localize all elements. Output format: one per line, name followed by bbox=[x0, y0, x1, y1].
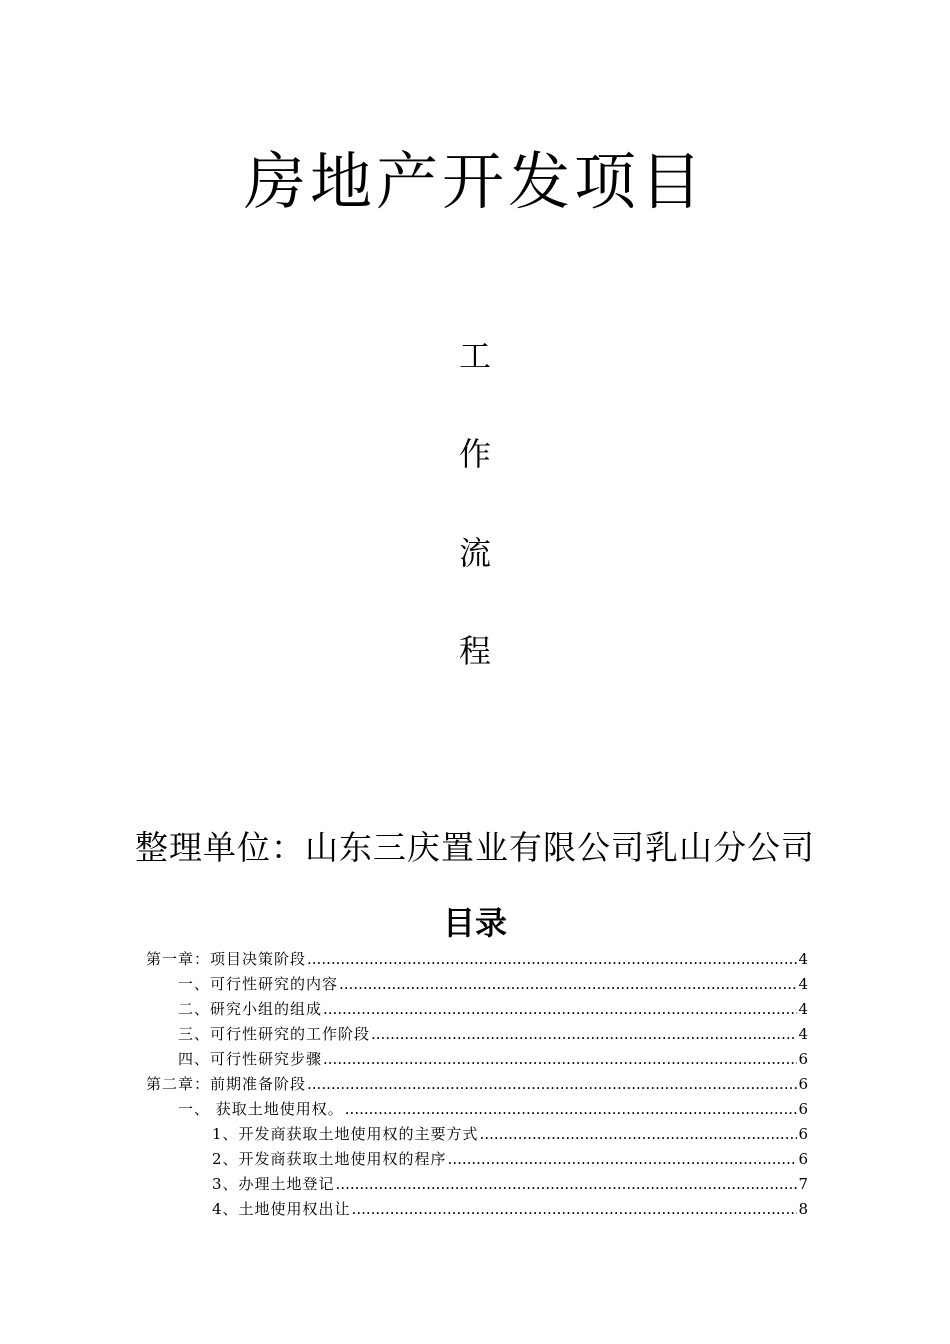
toc-entry-text: 一、可行性研究的内容 bbox=[178, 975, 339, 993]
toc-entry[interactable] bbox=[0, 972, 950, 997]
toc-entry-text: 一、 获取土地使用权。 bbox=[178, 1100, 344, 1118]
toc-page-number: 6 bbox=[798, 1050, 808, 1068]
toc-entry[interactable] bbox=[0, 1122, 950, 1147]
toc-page-number: 6 bbox=[798, 1075, 808, 1093]
toc-entry[interactable] bbox=[0, 1147, 950, 1172]
toc-dot-leader bbox=[336, 1172, 798, 1197]
toc-dot-leader bbox=[323, 997, 797, 1022]
toc-page-number: 6 bbox=[798, 1125, 808, 1143]
toc-page-number: 4 bbox=[798, 1025, 808, 1043]
toc-dot-leader bbox=[339, 972, 797, 997]
toc-page-number: 6 bbox=[798, 1100, 808, 1118]
toc-page-number: 4 bbox=[798, 950, 808, 968]
toc-entry-text: 2、开发商获取土地使用权的程序 bbox=[212, 1150, 447, 1168]
toc-dot-leader bbox=[448, 1147, 798, 1172]
toc-entry-text: 3、办理土地登记 bbox=[212, 1175, 335, 1193]
toc-entry-text: 1、开发商获取土地使用权的主要方式 bbox=[212, 1125, 479, 1143]
vertical-title-char: 流 bbox=[458, 534, 491, 572]
toc-entry[interactable] bbox=[0, 1197, 950, 1222]
toc-dot-leader bbox=[345, 1097, 798, 1122]
toc-page-number: 8 bbox=[798, 1200, 808, 1218]
toc-entry[interactable] bbox=[0, 997, 950, 1022]
toc-entry[interactable] bbox=[0, 1047, 950, 1072]
toc-page-number: 7 bbox=[798, 1175, 808, 1193]
toc-entry[interactable] bbox=[0, 1097, 950, 1122]
toc-page-number: 6 bbox=[798, 1150, 808, 1168]
table-of-contents bbox=[0, 947, 950, 1222]
toc-entry[interactable] bbox=[0, 1072, 950, 1097]
toc-page-number: 4 bbox=[798, 975, 808, 993]
toc-entry-text: 4、土地使用权出让 bbox=[212, 1200, 351, 1218]
vertical-title-char: 工 bbox=[458, 337, 491, 375]
toc-dot-leader bbox=[480, 1122, 798, 1147]
organization-line: 整理单位：山东三庆置业有限公司乳山分公司 bbox=[135, 828, 815, 867]
document-title: 房地产开发项目 bbox=[243, 145, 706, 218]
toc-entry-text: 第二章：前期准备阶段 bbox=[146, 1075, 307, 1093]
toc-entry[interactable] bbox=[0, 1022, 950, 1047]
toc-entry[interactable] bbox=[0, 1172, 950, 1197]
toc-entry[interactable] bbox=[0, 947, 950, 972]
toc-entry-text: 二、研究小组的组成 bbox=[178, 1000, 323, 1018]
vertical-title-char: 作 bbox=[458, 435, 491, 473]
toc-dot-leader bbox=[307, 947, 797, 972]
toc-dot-leader bbox=[307, 1072, 797, 1097]
toc-dot-leader bbox=[371, 1022, 797, 1047]
toc-page-number: 4 bbox=[798, 1000, 808, 1018]
toc-dot-leader bbox=[323, 1047, 797, 1072]
vertical-title-char: 程 bbox=[458, 632, 491, 670]
toc-entry-text: 四、可行性研究步骤 bbox=[178, 1050, 323, 1068]
toc-entry-text: 三、可行性研究的工作阶段 bbox=[178, 1025, 371, 1043]
toc-entry-text: 第一章：项目决策阶段 bbox=[146, 950, 307, 968]
toc-dot-leader bbox=[352, 1197, 798, 1222]
toc-heading: 目录 bbox=[442, 904, 507, 942]
